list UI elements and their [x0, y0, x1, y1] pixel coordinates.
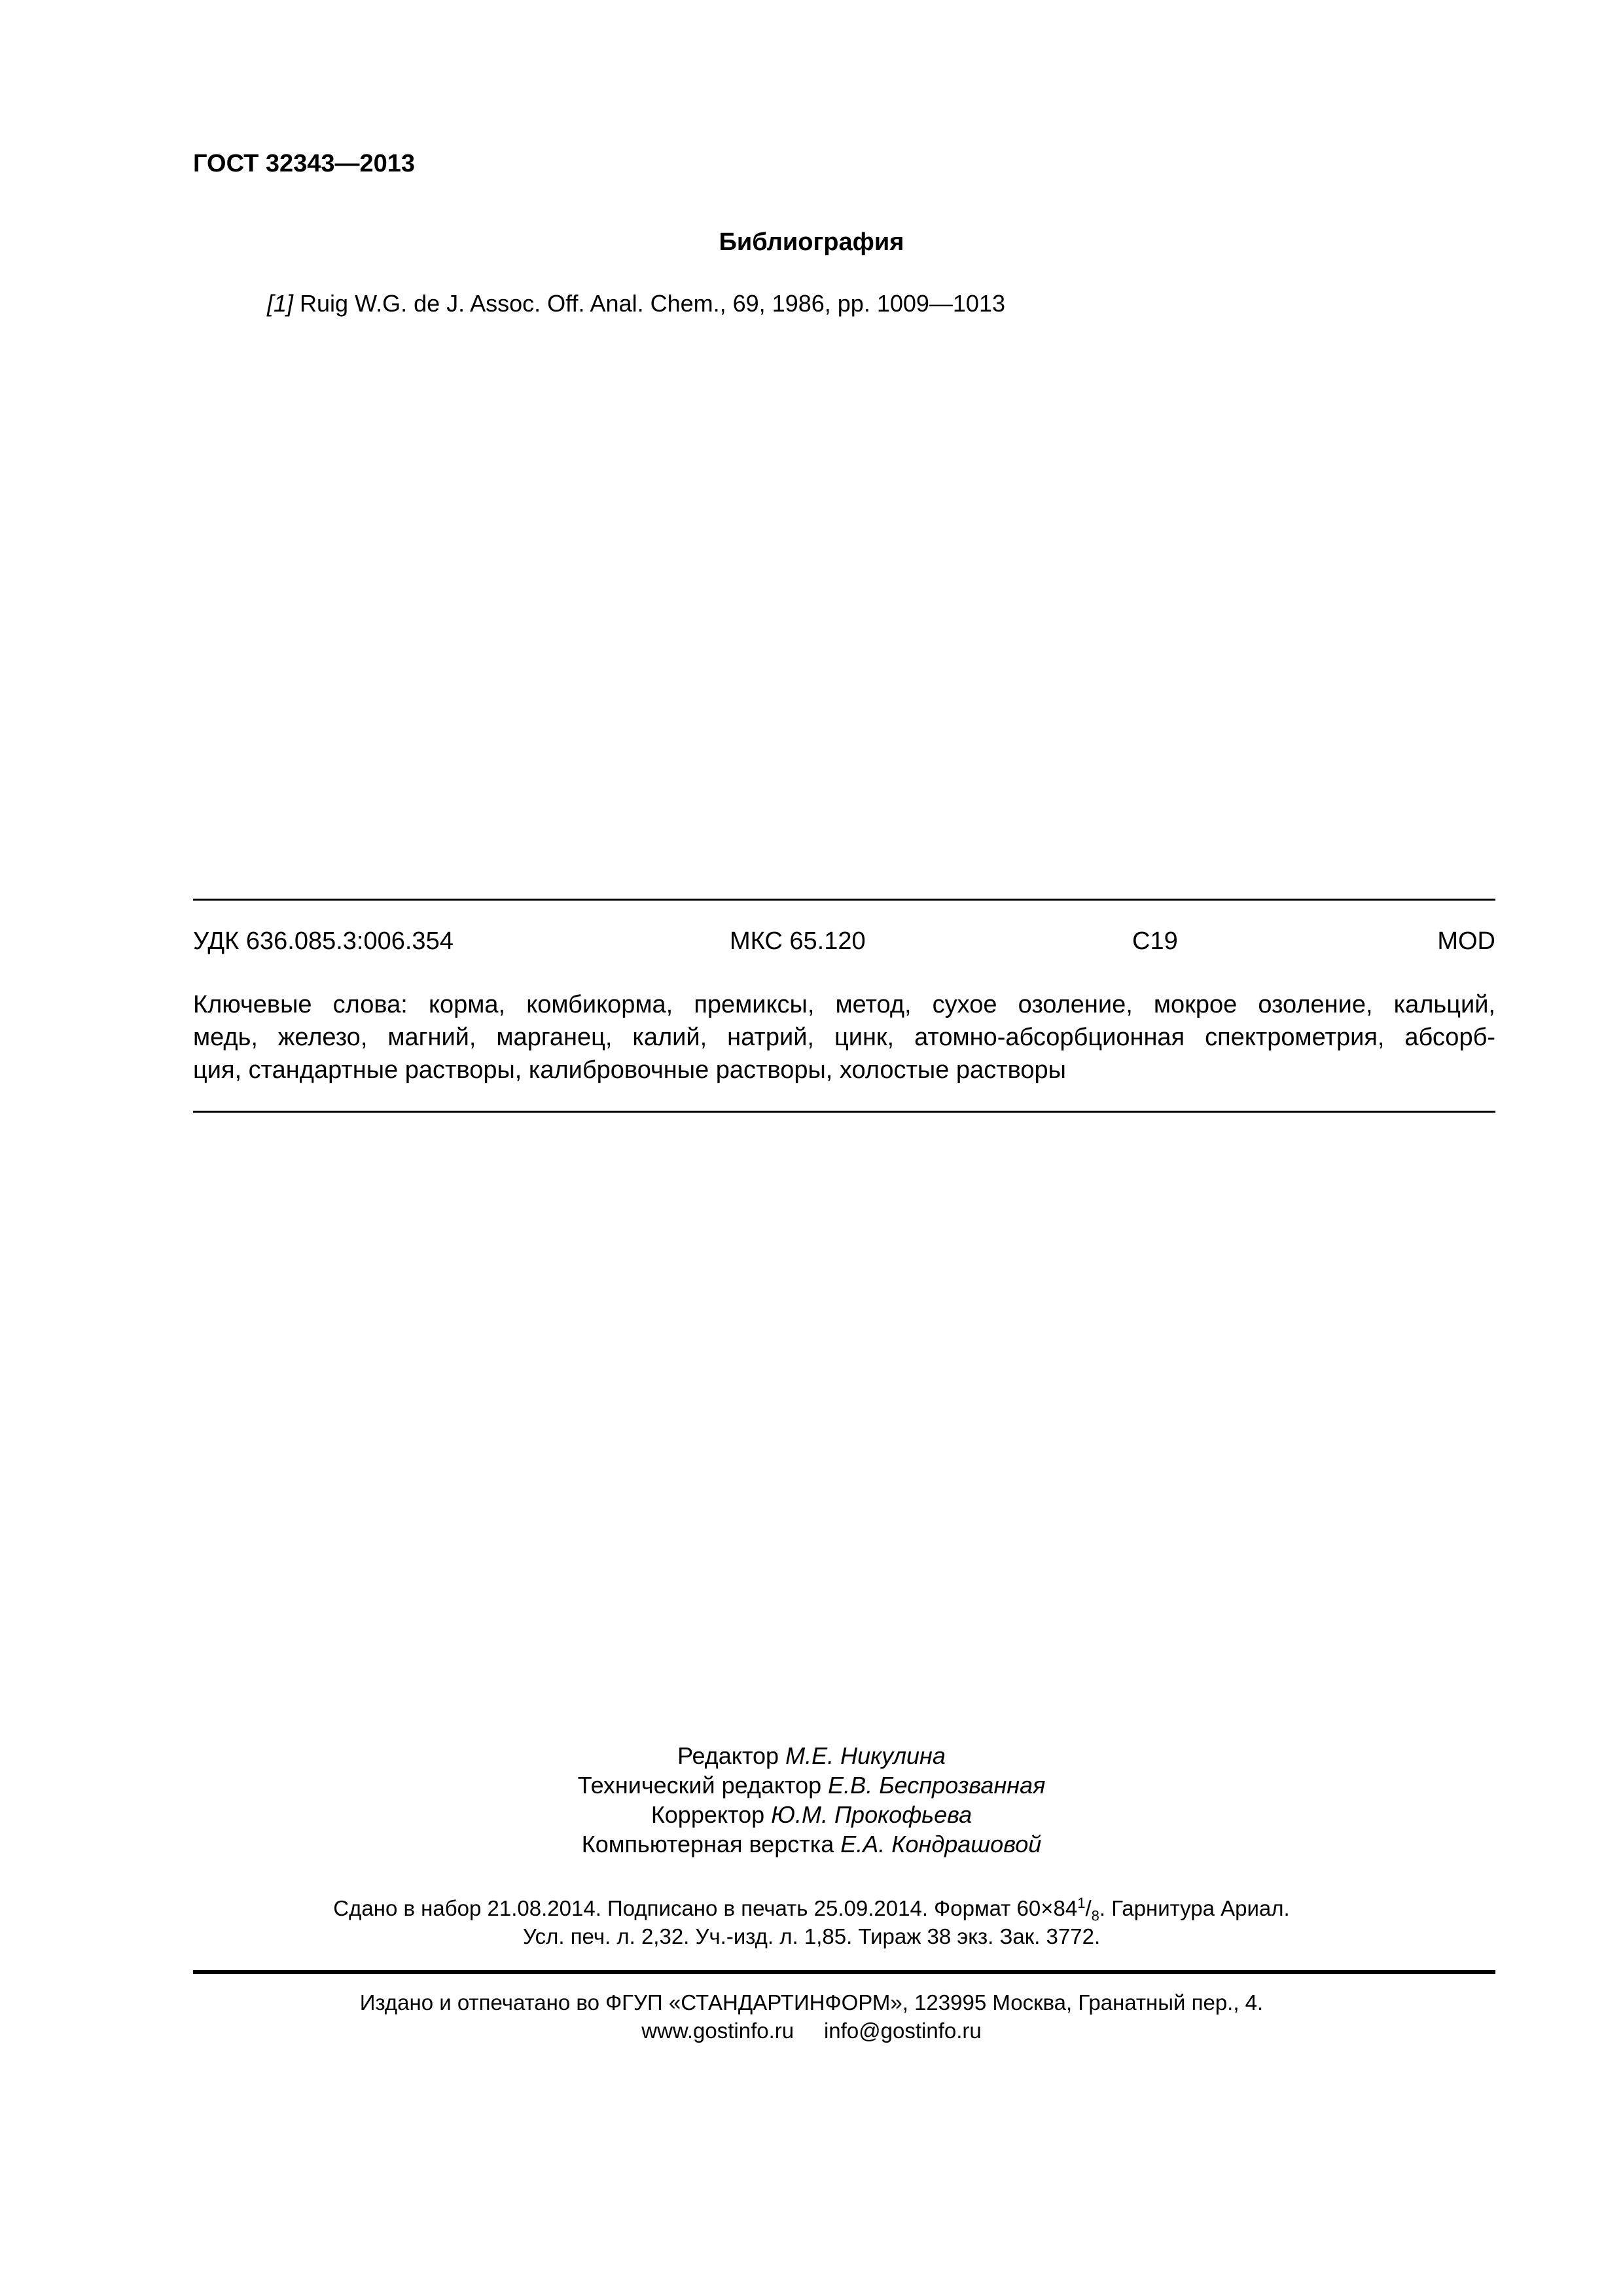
credit-proofreader	[0, 1800, 1623, 1829]
okstu-code: C19	[1132, 927, 1178, 955]
keywords-line: ция, стандартные растворы, калибровочные растворы, холостые растворы	[193, 1056, 1066, 1084]
credit-role: Редактор	[677, 1742, 786, 1769]
mks-code: МКС 65.120	[730, 927, 866, 955]
reference-text: Ruig W.G. de J. Assoc. Off. Anal. Chem., 69, 1986, pp. 1009—1013	[293, 290, 1005, 317]
format-fraction-numerator: 1	[1077, 1895, 1086, 1911]
imprint-text: . Гарнитура Ариал.	[1099, 1896, 1290, 1920]
credit-name: Е.В. Беспрозванная	[828, 1772, 1046, 1799]
format-fraction-slash: /	[1085, 1896, 1092, 1920]
divider-bottom	[193, 1970, 1495, 1974]
credit-name: Ю.М. Прокофьева	[771, 1801, 972, 1828]
imprint-line-2: Усл. печ. л. 2,32. Уч.-изд. л. 1,85. Тираж 38 экз. Зак. 3772.	[522, 1924, 1101, 1948]
credit-name: Е.А. Кондрашовой	[840, 1831, 1042, 1857]
imprint-text: Сдано в набор 21.08.2014. Подписано в печать 25.09.2014. Формат 60×84	[333, 1896, 1078, 1920]
publisher-block	[0, 1988, 1623, 2045]
keywords-paragraph	[193, 988, 1495, 1086]
credit-editor	[0, 1741, 1623, 1770]
credits-block	[0, 1741, 1623, 1859]
credit-role: Корректор	[651, 1801, 772, 1828]
udk-code: УДК 636.085.3:006.354	[193, 927, 454, 955]
publisher-contacts: www.gostinfo.ru info@gostinfo.ru	[641, 2018, 982, 2043]
publisher-address: Издано и отпечатано во ФГУП «СТАНДАРТИНФОРМ», 123995 Москва, Гранатный пер., 4.	[359, 1990, 1264, 2015]
imprint-block	[0, 1894, 1623, 1950]
credit-layout	[0, 1829, 1623, 1859]
reference-number: [1]	[267, 290, 294, 317]
format-fraction-denominator: 8	[1091, 1907, 1099, 1924]
imprint-line-1	[0, 1894, 1623, 1922]
mod-label: MOD	[1437, 927, 1495, 955]
divider-middle	[193, 1111, 1495, 1113]
document-code-header: ГОСТ 32343—2013	[193, 150, 416, 177]
bibliography-entry	[267, 288, 1005, 319]
keywords-line: Ключевые слова: корма, комбикорма, премиксы, метод, сухое озоление, мокрое озоление, кальций,	[193, 991, 1495, 1018]
credit-role: Компьютерная верстка	[581, 1831, 841, 1857]
divider-top	[193, 899, 1495, 901]
credit-technical-editor	[0, 1770, 1623, 1800]
credit-name: М.Е. Никулина	[785, 1742, 946, 1769]
keywords-line: медь, железо, магний, марганец, калий, натрий, цинк, атомно-абсорбционная спектрометрия, абсорб-	[193, 1024, 1495, 1051]
bibliography-title: Библиография	[719, 228, 904, 256]
credit-role: Технический редактор	[577, 1772, 829, 1799]
